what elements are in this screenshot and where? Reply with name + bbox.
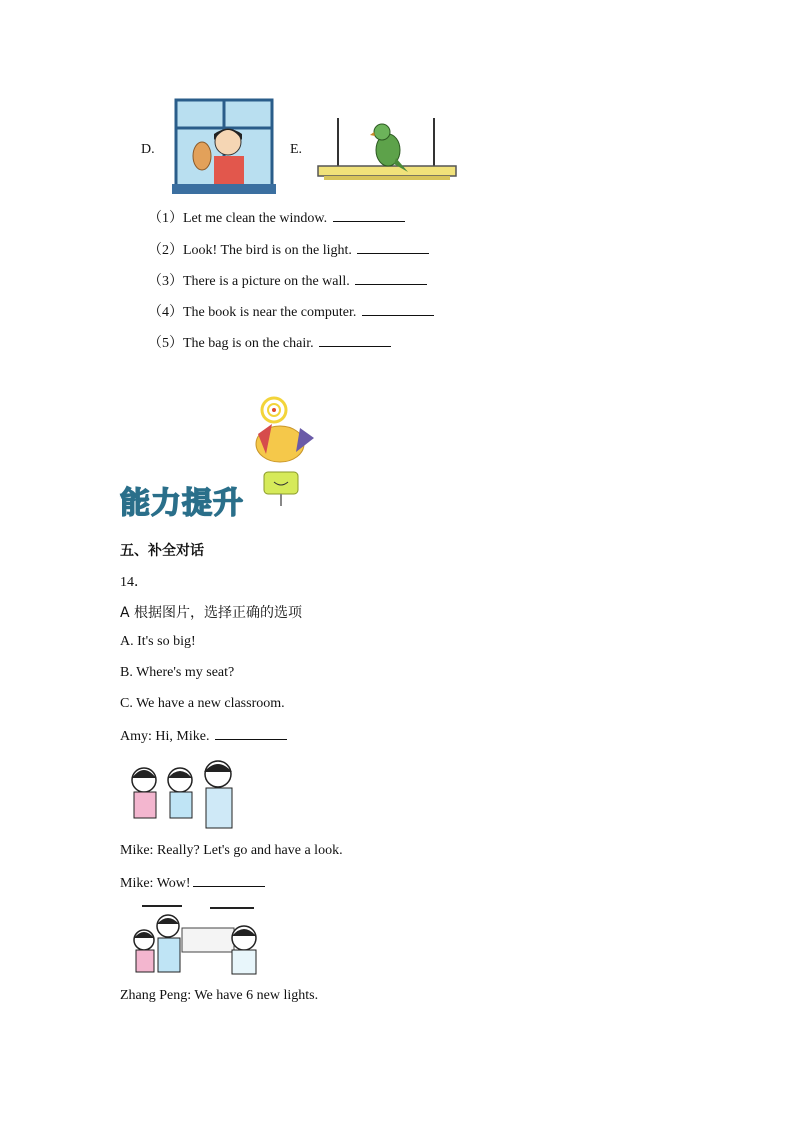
sentence-3: （3）There is a picture on the wall. [148, 270, 427, 290]
question-instruction: A 根据图片，选择正确的选项 [120, 605, 303, 621]
bird-on-light-image [312, 114, 462, 186]
answer-blank[interactable] [215, 727, 287, 740]
ability-improvement-badge: 能力提升 [120, 486, 244, 521]
sentence-4: （4）The book is near the computer. [148, 301, 434, 321]
lightbulb-mascot-icon [244, 394, 324, 510]
section-title: 五、补全对话 [120, 543, 204, 559]
answer-blank[interactable] [333, 209, 405, 222]
dialogue-line-4: Zhang Peng: We have 6 new lights. [120, 988, 319, 1003]
sentence-1: （1）Let me clean the window. [148, 207, 405, 227]
sentence-5: （5）The bag is on the chair. [148, 332, 391, 352]
answer-blank[interactable] [357, 241, 429, 254]
answer-blank[interactable] [362, 303, 434, 316]
choice-a: A. It's so big! [120, 634, 196, 649]
children-talking-image [118, 756, 242, 832]
answer-blank[interactable] [193, 874, 265, 887]
option-e-label: E. [290, 142, 303, 157]
choice-b: B. Where's my seat? [120, 665, 235, 680]
choice-c: C. We have a new classroom. [120, 696, 285, 711]
dialogue-line-3: Mike: Wow! [120, 874, 265, 892]
option-d-label: D. [141, 142, 155, 157]
children-in-classroom-image [118, 898, 262, 978]
dialogue-line-1: Amy: Hi, Mike. [120, 727, 287, 745]
sentence-2: （2）Look! The bird is on the light. [148, 239, 429, 259]
answer-blank[interactable] [319, 334, 391, 347]
dialogue-line-2: Mike: Really? Let's go and have a look. [120, 843, 343, 858]
girl-cleaning-window-image [172, 98, 278, 196]
question-number: 14． [120, 575, 148, 590]
answer-blank[interactable] [355, 272, 427, 285]
